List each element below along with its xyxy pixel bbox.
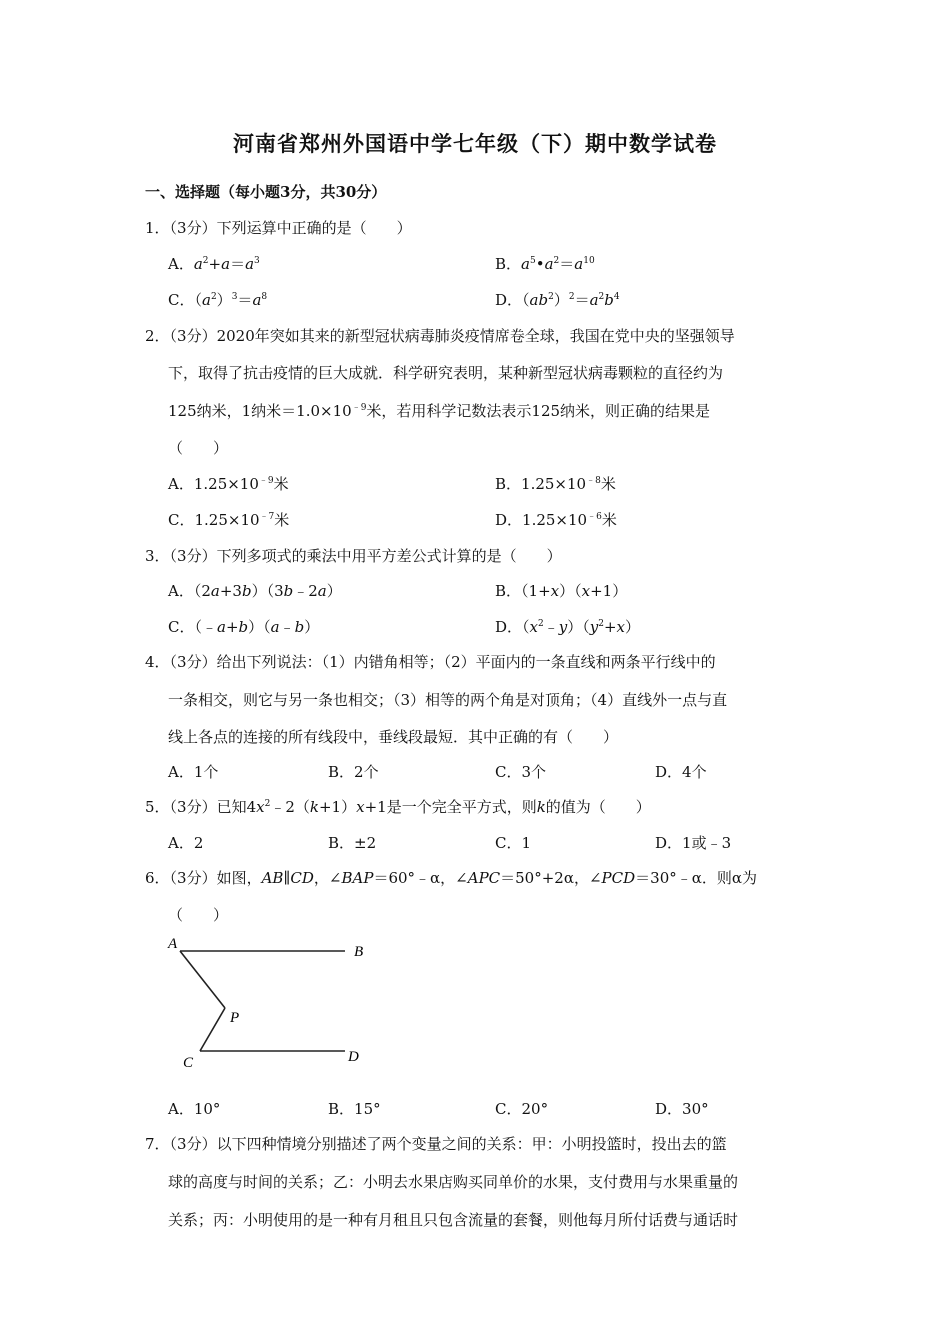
question-4-line-2: 一条相交，则它与另一条也相交；（3）相等的两个角是对顶角；（4）直线外一点与直 — [168, 691, 728, 709]
q3-option-b: B．（1+x）（x+1） — [495, 582, 628, 600]
question-7-line-3: 关系；丙：小明使用的是一种有月租且只包含流量的套餐，则他每月所付话费与通话时 — [168, 1211, 739, 1229]
question-2-line-3: 125纳米，1纳米$=1.0\times 10^{﹣9}$米，若用科学记数法表示125纳米，则正确的结果是 — [168, 402, 711, 420]
point-a-label: A — [168, 936, 178, 952]
q1-option-c: C．$(a^2)^3=a^8$ — [168, 291, 268, 309]
q5-option-c: C．1 — [495, 834, 532, 852]
question-7-line-2: 球的高度与时间的关系；乙：小明去水果店购买同单价的水果，支付费用与水果重量的 — [168, 1173, 739, 1191]
question-2-line-1: 2．（3分）2020年突如其来的新型冠状病毒肺炎疫情席卷全球，我国在党中央的坚强领导 — [145, 327, 735, 345]
q3-option-d: D．$(x^2﹣y)(y^2+x)$ — [495, 618, 641, 636]
page-title: 河南省郑州外国语中学七年级（下）期中数学试卷 — [233, 131, 717, 156]
q2-option-c: C．$1.25\times 10^{﹣7}$米 — [168, 511, 290, 529]
q3-option-c: C．（﹣a+b）（a﹣b） — [168, 618, 320, 636]
q5-option-b: B．±2 — [328, 834, 377, 852]
point-b-label: B — [354, 944, 364, 960]
question-6-line-2: （ ） — [168, 906, 229, 924]
section-heading: 一、选择题（每小题3分，共30分） — [145, 183, 387, 201]
q6-option-d: D．30° — [655, 1100, 709, 1118]
question-7-line-1: 7．（3分）以下四种情境分别描述了两个变量之间的关系：甲：小明投篮时，投出去的篮 — [145, 1135, 727, 1153]
q2-option-a: A．$1.25\times 10^{﹣9}$米 — [168, 475, 289, 493]
q5-option-d: D．1或﹣3 — [655, 834, 732, 852]
point-p-label: P — [230, 1010, 240, 1026]
point-d-label: D — [348, 1049, 359, 1065]
q2-option-b: B．$1.25\times 10^{﹣8}$米 — [495, 475, 616, 493]
question-2-line-2: 下，取得了抗击疫情的巨大成就．科学研究表明，某种新型冠状病毒颗粒的直径约为 — [168, 364, 724, 382]
question-4-line-3: 线上各点的连接的所有线段中，垂线段最短．其中正确的有（ ） — [168, 728, 619, 746]
q1-option-d: D．$(ab^2)^2=a^2b^4$ — [495, 291, 620, 309]
question-6-line-1: 6．（3分）如图，AB∥CD，∠BAP＝60°﹣α，∠APC＝50°+2α，∠PCD＝30°﹣α．则α为 — [145, 869, 758, 887]
line-pc — [200, 1008, 225, 1051]
q1-option-b: B．$a^5•a^2=a^{10}$ — [495, 255, 595, 273]
q4-option-a: A．1个 — [168, 763, 219, 781]
q4-option-d: D．4个 — [655, 763, 707, 781]
question-4-line-1: 4．（3分）给出下列说法：（1）内错角相等；（2）平面内的一条直线和两条平行线中的 — [145, 653, 716, 671]
point-c-label: C — [183, 1055, 194, 1070]
parallel-lines-figure — [160, 930, 380, 1070]
q5-option-a: A．2 — [168, 834, 204, 852]
line-ap — [180, 951, 225, 1008]
question-2-line-4: （ ） — [168, 439, 229, 457]
q1-option-a: A．$a^2+a=a^3$ — [168, 255, 260, 273]
q6-option-a: A．10° — [168, 1100, 221, 1118]
question-5-stem: 5．（3分）已知$4x^2﹣2(k+1)x+1$是一个完全平方式，则k的值为（ ） — [145, 798, 651, 816]
q3-option-a: A．（2a+3b）（3b﹣2a） — [168, 582, 342, 600]
question-3-stem: 3．（3分）下列多项式的乘法中用平方差公式计算的是（ ） — [145, 547, 562, 565]
q6-option-c: C．20° — [495, 1100, 549, 1118]
q4-option-c: C．3个 — [495, 763, 547, 781]
q4-option-b: B．2个 — [328, 763, 379, 781]
q6-option-b: B．15° — [328, 1100, 381, 1118]
q2-option-d: D．$1.25\times 10^{﹣6}$米 — [495, 511, 617, 529]
question-1-stem: 1．（3分）下列运算中正确的是（ ） — [145, 219, 412, 237]
